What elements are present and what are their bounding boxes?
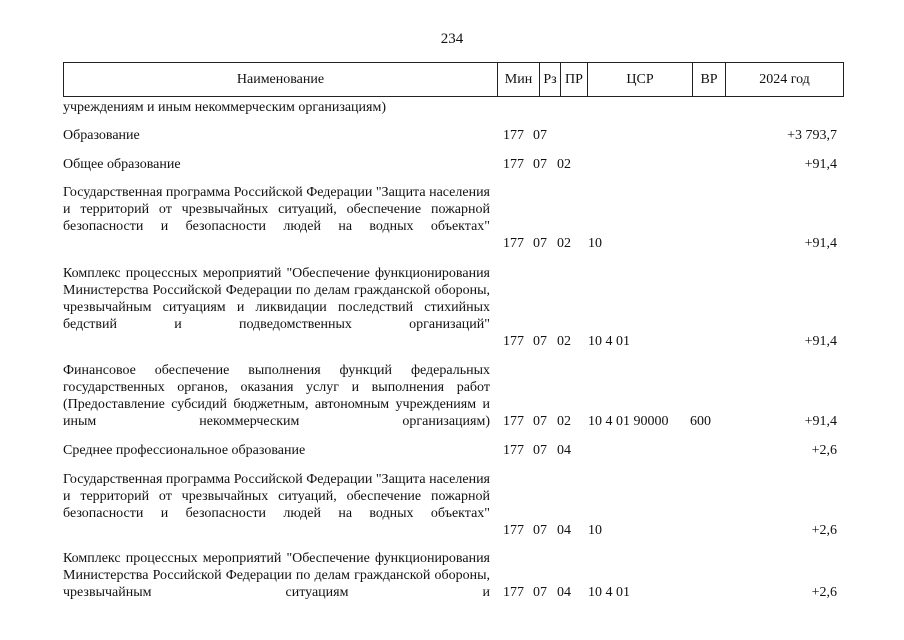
row-pr: 02 (557, 414, 571, 429)
row-rz: 07 (533, 523, 547, 538)
row-name: Комплекс процессных мероприятий "Обеспечение функционирования Министерства Российской Федерации по делам гражданской обороны, чрезвычайным ситуациям и ликвидации последствий стихийных бедствий и подведомственных организаций" (63, 266, 490, 332)
row-min: 177 (503, 443, 524, 458)
row-name: Государственная программа Российской Федерации "Защита населения и территорий от чрезвычайных ситуаций, обеспечение пожарной безопасности и безопасности людей на водных объектах" (63, 185, 490, 234)
row-pr: 04 (557, 443, 571, 458)
row-vr: 600 (690, 414, 711, 429)
header-year: 2024 год (726, 63, 844, 97)
row-value: +2,6 (811, 523, 837, 538)
header-csr: ЦСР (588, 63, 693, 97)
row-rz: 07 (533, 236, 547, 251)
header-min: Мин (498, 63, 540, 97)
row-name: Финансовое обеспечение выполнения функций федеральных государственных органов, оказания услуг и выполнения работ (Предоставление субсидий бюджетным, автономным учреждениям и иным некоммерческим организациям) (63, 363, 490, 429)
row-name: Общее образование (63, 157, 181, 172)
row-min: 177 (503, 157, 524, 172)
table-header (63, 62, 844, 97)
header-name: Наименование (64, 63, 498, 97)
header-vr: ВР (693, 63, 726, 97)
row-name: Среднее профессиональное образование (63, 443, 306, 458)
row-pr: 04 (557, 585, 571, 600)
row-rz: 07 (533, 585, 547, 600)
row-name: Комплекс процессных мероприятий "Обеспечение функционирования Министерства Российской Федерации по делам гражданской обороны, чрезвычайным ситуациям и (63, 551, 490, 600)
row-pr: 04 (557, 523, 571, 538)
row-rz: 07 (533, 157, 547, 172)
row-value: +2,6 (811, 443, 837, 458)
row-rz: 07 (533, 414, 547, 429)
header-rz: Рз (540, 63, 561, 97)
row-min: 177 (503, 414, 524, 429)
row-min: 177 (503, 585, 524, 600)
row-value: +2,6 (811, 585, 837, 600)
row-pr: 02 (557, 334, 571, 349)
header-pr: ПР (561, 63, 588, 97)
row-csr: 10 4 01 90000 (588, 414, 669, 429)
row-pr: 02 (557, 236, 571, 251)
row-csr: 10 4 01 (588, 334, 630, 349)
row-min: 177 (503, 523, 524, 538)
row-min: 177 (503, 236, 524, 251)
row-rz: 07 (533, 334, 547, 349)
row-value: +3 793,7 (787, 128, 837, 143)
page-number: 234 (440, 31, 464, 47)
row-min: 177 (503, 334, 524, 349)
row-min: 177 (503, 128, 524, 143)
row-value: +91,4 (804, 157, 837, 172)
row-pr: 02 (557, 157, 571, 172)
row-value: +91,4 (804, 236, 837, 251)
row-name: учреждениям и иным некоммерческим организациям) (63, 100, 387, 115)
row-csr: 10 (588, 236, 602, 251)
row-rz: 07 (533, 443, 547, 458)
row-csr: 10 (588, 523, 602, 538)
row-value: +91,4 (804, 414, 837, 429)
row-name: Образование (63, 128, 140, 143)
row-value: +91,4 (804, 334, 837, 349)
row-csr: 10 4 01 (588, 585, 630, 600)
row-name: Государственная программа Российской Федерации "Защита населения и территорий от чрезвычайных ситуаций, обеспечение пожарной безопасности и безопасности людей на водных объектах" (63, 472, 490, 521)
row-rz: 07 (533, 128, 547, 143)
